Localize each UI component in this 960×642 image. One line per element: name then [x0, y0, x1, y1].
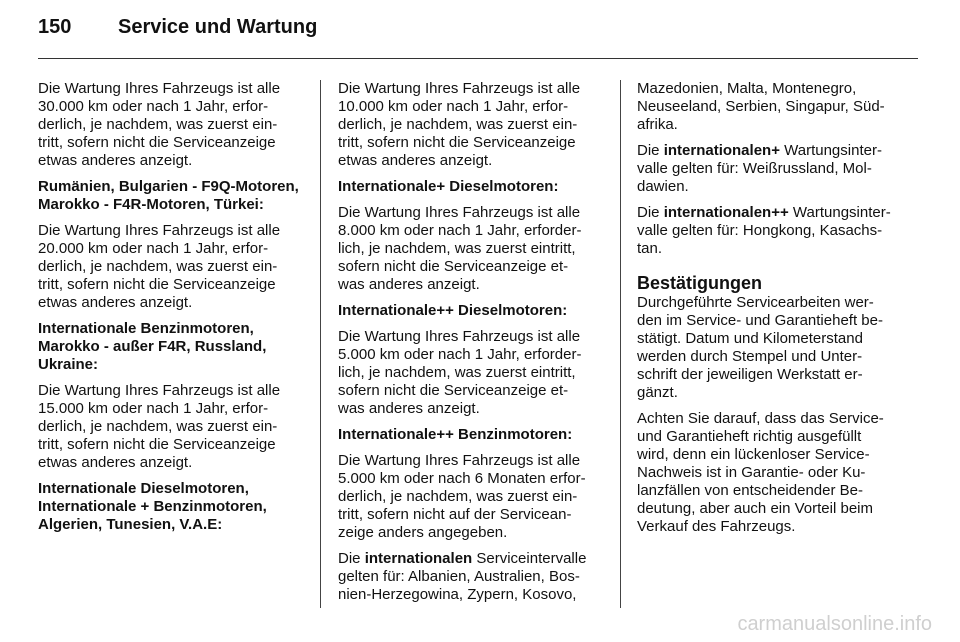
page-number: 150 [38, 16, 72, 38]
column-2 [338, 80, 606, 612]
text-line: lanzfällen von entscheidender Be- [637, 482, 863, 499]
text-line: valle gelten für: Weißrussland, Mol- [637, 160, 872, 177]
text-line: derlich, je nachdem, was zuerst ein- [38, 116, 278, 133]
text-line: und Garantieheft richtig ausgefüllt [637, 428, 862, 445]
text-line: tritt, sofern nicht die Serviceanzeige [38, 436, 276, 453]
paragraph-countries [338, 550, 606, 604]
page-title: Service und Wartung [118, 16, 318, 38]
text-line: Die Wartung Ihres Fahrzeugs ist alle [38, 382, 281, 399]
text-line: derlich, je nachdem, was zuerst ein- [338, 116, 578, 133]
text-line: was anderes anzeigt. [338, 400, 480, 417]
text-line: tritt, sofern nicht die Serviceanzeige [38, 134, 276, 151]
text-line: tritt, sofern nicht auf der Servicean- [338, 506, 572, 523]
column-divider [320, 80, 321, 608]
section-title: Bestätigungen [637, 273, 763, 293]
text-run: Wartungsinter- [788, 204, 891, 221]
text-line: gänzt. [637, 384, 678, 401]
text-line [338, 550, 606, 568]
text-line: den im Service- und Garantieheft be- [637, 312, 883, 329]
paragraph [338, 328, 606, 418]
text-run: Serviceintervalle [472, 550, 587, 567]
text-run: Wartungsinter- [779, 142, 882, 159]
text-line: Verkauf des Fahrzeugs. [637, 518, 796, 535]
term-international-plus-plus: internationalen++ [663, 204, 789, 221]
text-line: etwas anderes anzeigt. [338, 152, 493, 169]
subheading [38, 178, 302, 214]
text-line: 20.000 km oder nach 1 Jahr, erfor- [38, 240, 269, 257]
paragraph [637, 294, 905, 402]
paragraph [637, 410, 905, 536]
text-line: schrift der jeweiligen Werkstatt er- [637, 366, 863, 383]
text-line: Internationale Benzinmotoren, [38, 320, 254, 337]
text-line: dawien. [637, 178, 689, 195]
text-line: gelten für: Albanien, Australien, Bos- [338, 568, 580, 585]
text-line: Marokko - außer F4R, Russland, [38, 338, 267, 355]
text-line: Die Wartung Ihres Fahrzeugs ist alle [338, 328, 581, 345]
column-divider [620, 80, 621, 608]
text-line [637, 204, 905, 222]
text-line: afrika. [637, 116, 678, 133]
paragraph-international-plus-plus [637, 204, 905, 258]
text-line: Neuseeland, Serbien, Singapur, Süd- [637, 98, 885, 115]
text-line: 8.000 km oder nach 1 Jahr, erforder- [338, 222, 582, 239]
text-line: 10.000 km oder nach 1 Jahr, erfor- [338, 98, 569, 115]
column-3 [637, 80, 905, 544]
subheading [338, 426, 606, 444]
text-line [637, 142, 905, 160]
text-line: Durchgeführte Servicearbeiten wer- [637, 294, 874, 311]
paragraph [637, 80, 905, 134]
text-lines [637, 160, 905, 196]
paragraph [338, 204, 606, 294]
watermark: carmanualsonline.info [737, 613, 932, 635]
paragraph-international-plus [637, 142, 905, 196]
text-line: Rumänien, Bulgarien - F9Q-Motoren, [38, 178, 299, 195]
text-line: Die Wartung Ihres Fahrzeugs ist alle [38, 80, 281, 97]
text-line: Algerien, Tunesien, V.A.E: [38, 516, 223, 533]
text-line: tritt, sofern nicht die Serviceanzeige [338, 134, 576, 151]
text-line: stätigt. Datum und Kilometerstand [637, 330, 863, 347]
text-line: 5.000 km oder nach 6 Monaten erfor- [338, 470, 586, 487]
paragraph [38, 222, 302, 312]
text-line: etwas anderes anzeigt. [38, 294, 193, 311]
text-line: valle gelten für: Hongkong, Kasachs- [637, 222, 883, 239]
text-line: Internationale++ Benzinmotoren: [338, 426, 573, 443]
text-lines [637, 222, 905, 258]
text-line: lich, je nachdem, was zuerst eintritt, [338, 240, 576, 257]
text-lines [338, 568, 606, 604]
paragraph [38, 80, 302, 170]
text-line: tritt, sofern nicht die Serviceanzeige [38, 276, 276, 293]
text-line: Nachweis ist in Garantie- oder Ku- [637, 464, 866, 481]
text-line: Marokko - F4R-Motoren, Türkei: [38, 196, 264, 213]
text-run: Die [637, 204, 664, 221]
text-run: Die [338, 550, 365, 567]
text-line: tan. [637, 240, 663, 257]
text-line: zeige anders angegeben. [338, 524, 508, 541]
text-line: werden durch Stempel und Unter- [637, 348, 863, 365]
column-1 [38, 80, 302, 542]
text-line: Internationale++ Dieselmotoren: [338, 302, 568, 319]
text-line: Internationale + Benzinmotoren, [38, 498, 267, 515]
page-header [38, 16, 918, 52]
paragraph [338, 452, 606, 542]
text-line: 5.000 km oder nach 1 Jahr, erforder- [338, 346, 582, 363]
text-line: wird, denn ein lückenloser Service- [637, 446, 870, 463]
paragraph [338, 80, 606, 170]
text-line: Mazedonien, Malta, Montenegro, [637, 80, 857, 97]
text-line: sofern nicht die Serviceanzeige et- [338, 382, 569, 399]
text-line: etwas anderes anzeigt. [38, 454, 193, 471]
text-line: etwas anderes anzeigt. [38, 152, 193, 169]
text-line: Achten Sie darauf, dass das Service- [637, 410, 884, 427]
text-line: Internationale Dieselmotoren, [38, 480, 249, 497]
text-line: Die Wartung Ihres Fahrzeugs ist alle [338, 80, 581, 97]
term-international-plus: internationalen+ [663, 142, 780, 159]
text-line: was anderes anzeigt. [338, 276, 480, 293]
text-line: Ukraine: [38, 356, 99, 373]
text-line: Die Wartung Ihres Fahrzeugs ist alle [38, 222, 281, 239]
text-line: derlich, je nachdem, was zuerst ein- [338, 488, 578, 505]
text-line: deutung, aber auch ein Vorteil beim [637, 500, 873, 517]
subheading [338, 302, 606, 320]
subheading [338, 178, 606, 196]
text-line: Internationale+ Dieselmotoren: [338, 178, 559, 195]
term-international: internationalen [364, 550, 473, 567]
paragraph [38, 382, 302, 472]
subheading [38, 480, 302, 534]
text-line: 30.000 km oder nach 1 Jahr, erfor- [38, 98, 269, 115]
text-line: derlich, je nachdem, was zuerst ein- [38, 418, 278, 435]
text-run: Die [637, 142, 664, 159]
text-line: sofern nicht die Serviceanzeige et- [338, 258, 569, 275]
text-line: 15.000 km oder nach 1 Jahr, erfor- [38, 400, 269, 417]
header-rule [38, 58, 918, 59]
text-line: Die Wartung Ihres Fahrzeugs ist alle [338, 452, 581, 469]
text-line: nien-Herzegowina, Zypern, Kosovo, [338, 586, 577, 603]
subheading [38, 320, 302, 374]
text-line: lich, je nachdem, was zuerst eintritt, [338, 364, 576, 381]
text-line: Die Wartung Ihres Fahrzeugs ist alle [338, 204, 581, 221]
text-line: derlich, je nachdem, was zuerst ein- [38, 258, 278, 275]
